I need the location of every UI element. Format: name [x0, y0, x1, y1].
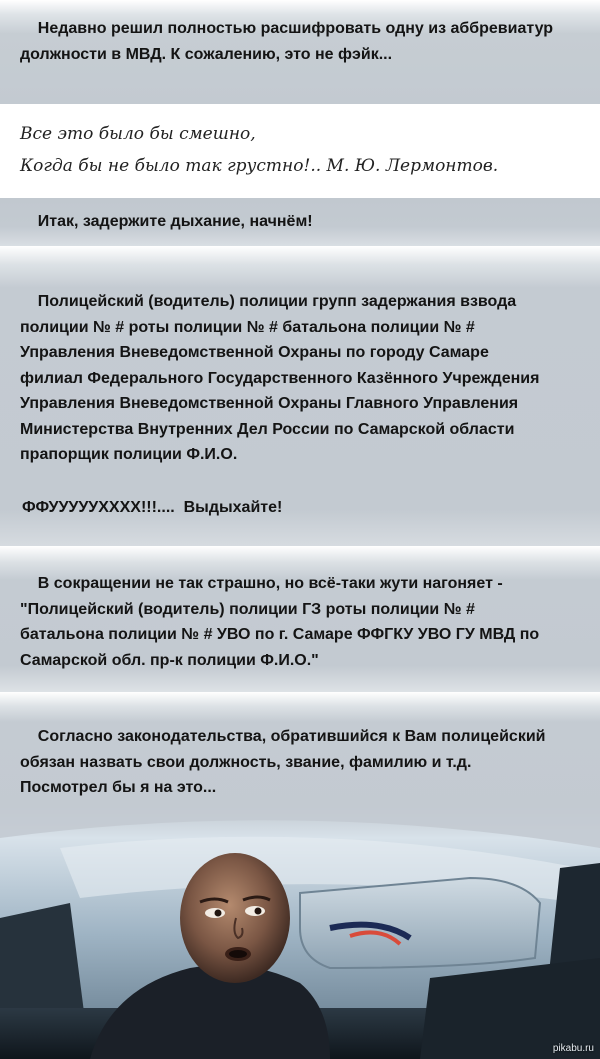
quote-block — [0, 104, 600, 198]
conclusion-text: Согласно законодательства, обратившийся к Вам полицейский обязан назвать свои должность, звание, фамилию и т.д. Посмотрел бы я на это... — [20, 728, 546, 796]
short-title-panel — [0, 546, 600, 692]
full-title-panel — [0, 246, 600, 546]
intro-panel — [0, 0, 600, 104]
quote-line-1: Все это было бы смешно, — [20, 124, 256, 144]
car-interior-photo — [0, 808, 600, 1059]
watermark-text: pikabu.ru — [552, 1043, 594, 1054]
exhale-text: ФФУУУУУХХХХ!!!.... Выдыхайте! — [22, 499, 283, 516]
hold-breath-panel — [0, 198, 600, 246]
intro-text: Недавно решил полностью расшифровать одну из аббревиатур должности в МВД. К сожалению, это не фэйк... — [20, 20, 554, 63]
conclusion-panel — [0, 692, 600, 822]
quote-line-2: Когда бы не было так грустно!.. М. Ю. Лермонтов. — [20, 156, 499, 176]
hold-breath-text: Итак, задержите дыхание, начнём! — [20, 213, 313, 230]
full-title-text: Полицейский (водитель) полиции групп задержания взвода полиции № # роты полиции № # батальона полиции № # Управления Вневедомственной Охраны по городу Самаре филиал Федерального Государственного Казённого Учреждения Управления Вневедомственной Охраны Главного Управления Министерства Внутренних Дел России по Самарской области прапорщик полиции Ф.И.О. — [20, 293, 540, 463]
short-title-text: В сокращении не так страшно, но всё-таки жути нагоняет - "Полицейский (водитель) полиции ГЗ роты полиции № # батальона полиции № # УВО по г. Самаре ФФГКУ УВО ГУ МВД по Самарской обл. пр-к полиции Ф.И.О." — [20, 575, 540, 669]
quote-text — [20, 118, 498, 182]
